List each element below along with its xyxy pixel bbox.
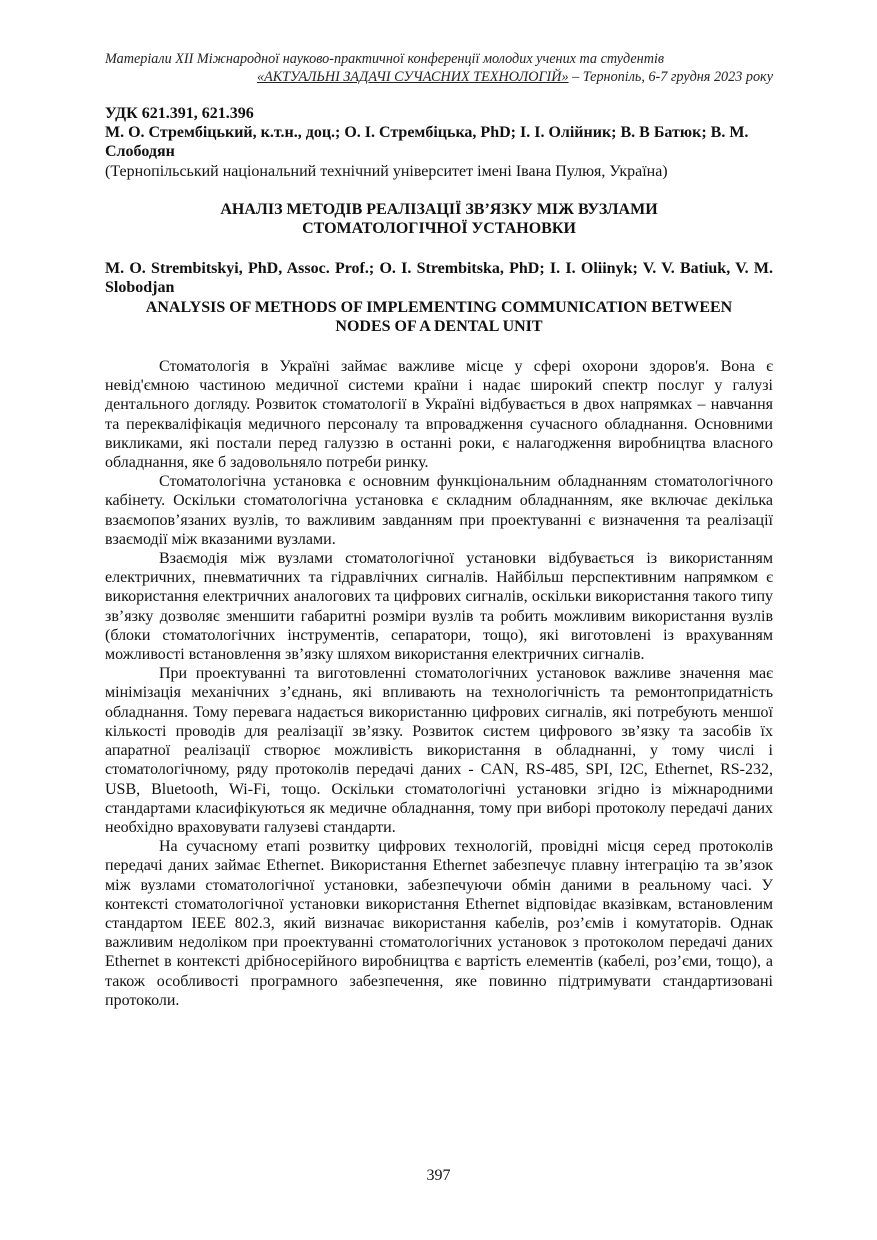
header-title-line bbox=[105, 68, 773, 86]
article bbox=[105, 104, 773, 1010]
paragraph: При проектуванні та виготовленні стоматологічних установок важливе значення має мінімізація механічних з’єднань, які впливають на технологічність та ремонтопридатність обладнання. Тому перевага надається використанню цифрових сигналів, які потребують меншої кількості проводів для реалізації зв’язку. Розвиток систем цифрового зв’язку та засобів їх апаратної реалізації створює можливість використання в обладнанні, у тому числі і стоматологічному, ряду протоколів передачі даних - CAN, RS-485, SPI, I2C, Ethernet, RS-232, USB, Bluetooth, Wi-Fi, тощо. Оскільки стоматологічні установки згідно із міжнародними стандартами класифікуються як медичне обладнання, тому при виборі протоколу передачі даних необхідно враховувати галузеві стандарти. bbox=[105, 665, 773, 836]
header-place-date: – Тернопіль, 6-7 грудня 2023 року bbox=[568, 69, 773, 85]
udk-code: УДК 621.391, 621.396 bbox=[105, 105, 254, 122]
title-english-line-2: NODES OF A DENTAL UNIT bbox=[335, 317, 543, 335]
title-english bbox=[105, 298, 773, 336]
authors-english: M. O. Strembitskyi, PhD, Assoc. Prof.; O. I. Strembitska, PhD; I. I. Oliinyk; V. V. Batiuk, V. M. Slobodjan bbox=[105, 260, 773, 297]
header-conference-line: Матеріали XII Міжнародної науково-практичної конференції молодих учених та студентів bbox=[105, 51, 665, 67]
running-header bbox=[105, 50, 773, 86]
title-ukrainian-line-2: СТОМАТОЛОГІЧНОЇ УСТАНОВКИ bbox=[302, 220, 576, 238]
authors-ukrainian: М. О. Стрембіцький, к.т.н., доц.; О. І. Стрембіцька, PhD; І. І. Олійник; В. В Батюк; В. М. Слободян bbox=[105, 124, 749, 161]
page-number: 397 bbox=[426, 1167, 451, 1184]
paragraph: Взаємодія між вузлами стоматологічної установки відбувається із використанням електричних, пневматичних та гідравлічних сигналів. Найбільш перспективним напрямком є використання електричних аналогових та цифрових сигналів, оскільки використання такого типу зв’язку дозволяє зменшити габаритні розміри вузлів та робить можливим використання вузлів (блоки стоматологічних інструментів, сепаратори, тощо), які виготовлені із врахуванням можливості встановлення зв’язку шляхом використання електричних сигналів. bbox=[105, 550, 773, 664]
paragraph: Стоматологічна установка є основним функціональним обладнанням стоматологічного кабінету. Оскільки стоматологічна установка є складним обладнанням, яке включає декілька взаємопов’язаних вузлів, то важливим завданням при проектуванні є визначення та реалізації взаємодії між вказаними вузлами. bbox=[105, 473, 773, 548]
title-ukrainian bbox=[105, 200, 773, 238]
paragraph: На сучасному етапі розвитку цифрових технологій, провідні місця серед протоколів передачі даних займає Ethernet. Використання Ethernet забезпечує плавну інтеграцію та зв’язок між вузлами стоматологічної установки, забезпечуючи обмін даними в реальному часі. У контексті стоматологічної установки використання Ethernet відповідає вказівкам, встановленим стандартом IEEE 802.3, який визначає використання кабелів, роз’ємів і комутаторів. Однак важливим недоліком при проектуванні стоматологічних установок з протоколом передачі даних Ethernet в контексті дрібносерійного виробництва є вартість елементів (кабелі, роз’єми, тощо), а також особливості програмного забезпечення, яке повинно підтримувати стандартизовані протоколи. bbox=[105, 838, 773, 1009]
title-english-line-1: ANALYSIS OF METHODS OF IMPLEMENTING COMMUNICATION BETWEEN bbox=[145, 298, 733, 316]
affiliation: (Тернопільський національний технічний університет імені Івана Пулюя, Україна) bbox=[105, 162, 668, 180]
header-conference-title: «АКТУАЛЬНІ ЗАДАЧІ СУЧАСНИХ ТЕХНОЛОГІЙ» bbox=[256, 69, 569, 85]
title-ukrainian-line-1: АНАЛІЗ МЕТОДІВ РЕАЛІЗАЦІЇ ЗВ’ЯЗКУ МІЖ ВУЗЛАМИ bbox=[220, 200, 658, 218]
paragraph: Стоматологія в Україні займає важливе місце у сфері охорони здоров'я. Вона є невід'ємною частиною медичної системи країни і надає широкий спектр послуг у галузі дентального догляду. Розвиток стоматології в Україні відбувається в двох напрямках – навчання та перекваліфікація медичного персоналу та впровадження сучасного обладнання. Основними викликами, які постали перед галуззю в останні роки, є налагодження виробництва власного обладнання, яке б задовольняло потреби ринку. bbox=[105, 358, 773, 472]
article-body bbox=[105, 357, 773, 1010]
